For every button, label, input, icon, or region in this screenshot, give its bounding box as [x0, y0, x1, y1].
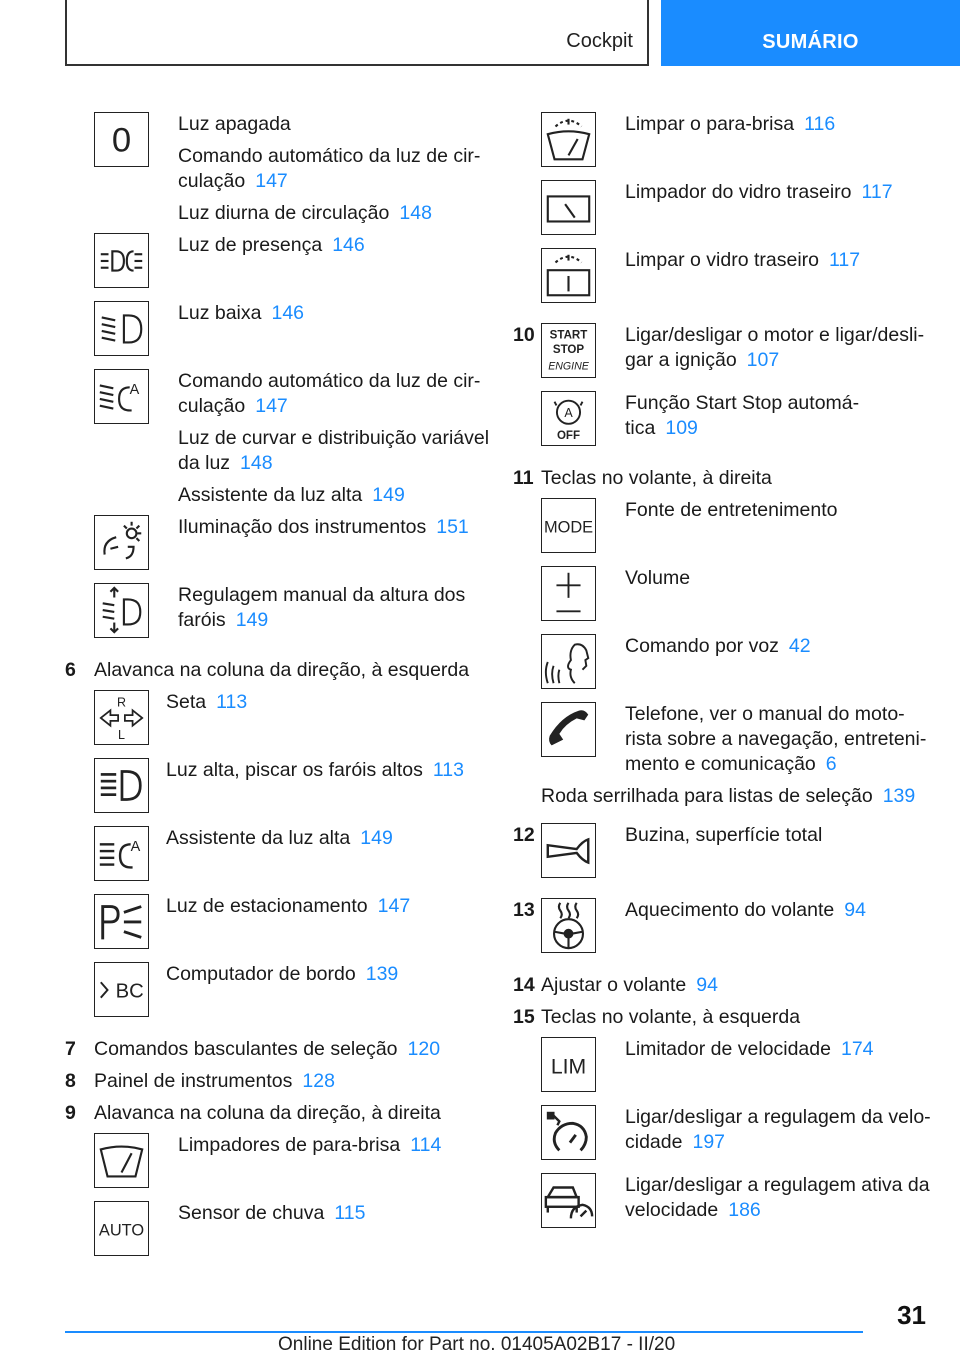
high-beam-assist-label: Assistente da luz alta 149 — [178, 484, 405, 506]
start-stop-label-cont: gar a ignição 107 — [625, 349, 780, 371]
steering-heating-label: Aquecimento do volante 94 — [625, 899, 866, 921]
light-off-icon — [94, 112, 149, 167]
parking-lamp-label: Luz de estacionamento 147 — [166, 895, 411, 917]
rear-wiper-label: Limpador do vidro traseiro 117 — [625, 181, 893, 203]
page-link[interactable]: 149 — [372, 484, 405, 506]
item-title: Teclas no volante, à direita — [541, 467, 772, 489]
item-number: 6 — [65, 659, 76, 681]
auto-start-stop-off-icon — [541, 391, 596, 446]
item-number: 9 — [65, 1102, 76, 1124]
low-beam-icon — [94, 301, 149, 356]
item-number: 10 — [513, 324, 535, 346]
item-number: 7 — [65, 1038, 76, 1060]
toc-button[interactable] — [661, 0, 960, 66]
item-number: 13 — [513, 899, 535, 921]
rear-washer-label: Limpar o vidro traseiro 117 — [625, 249, 861, 271]
page-link[interactable]: 120 — [407, 1038, 441, 1060]
cruise-control-label: Ligar/desligar a regulagem da velo- — [625, 1106, 931, 1128]
icon-label: LIM — [550, 1055, 587, 1079]
speed-limiter-label: Limitador de velocidade 174 — [625, 1038, 874, 1060]
instrument-cluster-label: Painel de instrumentos 128 — [94, 1070, 335, 1092]
turn-signal-icon — [94, 690, 149, 745]
windshield-wipers-icon — [94, 1133, 149, 1188]
auto-light-label-cont: culação 147 — [178, 170, 288, 192]
page-link[interactable]: 186 — [728, 1199, 761, 1221]
parking-light-label: Luz de presença 146 — [178, 234, 365, 256]
headlight-range-icon — [94, 583, 149, 638]
page-link[interactable]: 151 — [436, 516, 469, 538]
page-number: 31 — [897, 1300, 926, 1330]
page-link[interactable]: 139 — [365, 963, 399, 985]
item-title: Teclas no volante, à esquerda — [541, 1006, 801, 1028]
parking-light-icon — [94, 233, 149, 288]
page-link[interactable]: 146 — [271, 302, 305, 324]
auto-light-label: Comando automático da luz de cir- — [178, 145, 481, 167]
icon-label: START — [549, 329, 588, 342]
daytime-light-label: Luz diurna de circulação 148 — [178, 202, 432, 224]
page-link[interactable]: 197 — [692, 1131, 726, 1153]
section-title: Cockpit — [566, 30, 633, 52]
page-link[interactable]: 109 — [665, 417, 698, 439]
icon-label: R — [116, 695, 127, 710]
selection-rockers-label: Comandos basculantes de seleção 120 — [94, 1038, 441, 1060]
page-link[interactable]: 146 — [332, 234, 365, 256]
instrument-lighting-label: Iluminação dos instrumentos 151 — [178, 516, 469, 538]
item-number: 12 — [513, 824, 535, 846]
high-beam-assistant-icon — [94, 826, 149, 881]
high-beam-assistant-label: Assistente da luz alta 149 — [166, 827, 393, 849]
icon-label: ENGINE — [548, 360, 589, 373]
page-link[interactable]: 42 — [788, 635, 811, 657]
icon-label: MODE — [543, 518, 594, 537]
windshield-wipers-label: Limpadores de para-brisa 114 — [178, 1134, 442, 1156]
page-link[interactable]: 113 — [432, 759, 464, 781]
icon-label: BC — [115, 980, 144, 1003]
page-link[interactable]: 149 — [360, 827, 393, 849]
volume-icon — [541, 566, 596, 621]
active-cruise-icon — [541, 1173, 596, 1228]
page-link[interactable]: 147 — [255, 395, 288, 417]
high-beam-icon — [94, 758, 149, 813]
header-section-box — [65, 0, 649, 66]
horn-label: Buzina, superfície total — [625, 824, 823, 846]
phone-label-cont-2: mento e comunicação 6 — [625, 753, 837, 775]
volume-label: Volume — [625, 567, 691, 589]
page-link[interactable]: 148 — [240, 452, 273, 474]
rain-sensor-icon — [94, 1201, 149, 1256]
page-link[interactable]: 128 — [302, 1070, 335, 1092]
high-beam-label: Luz alta, piscar os faróis altos 113 — [166, 759, 464, 781]
cruise-control-icon — [541, 1105, 596, 1160]
item-number: 14 — [513, 974, 535, 996]
turn-signal-label: Seta 113 — [166, 691, 248, 713]
auto-light-label-2-cont: culação 147 — [178, 395, 288, 417]
windshield-washer-label: Limpar o para-brisa 116 — [625, 113, 836, 135]
thumbwheel-label: Roda serrilhada para listas de seleção 139 — [541, 785, 916, 807]
adjust-steering-label: Ajustar o volante 94 — [541, 974, 718, 996]
icon-label: 0 — [111, 121, 132, 160]
rear-washer-icon — [541, 248, 596, 303]
phone-label: Telefone, ver o manual do moto- — [625, 703, 905, 725]
auto-start-stop-label-cont: tica 109 — [625, 417, 698, 439]
page-link[interactable]: 94 — [696, 974, 718, 996]
item-title: Alavanca na coluna da direção, à esquerda — [94, 659, 470, 681]
page-link[interactable]: 147 — [255, 170, 288, 192]
icon-label: A — [564, 406, 573, 421]
parking-lamp-icon — [94, 894, 149, 949]
windshield-washer-icon — [541, 112, 596, 167]
active-cruise-label: Ligar/desligar a regulagem ativa da — [625, 1174, 930, 1196]
item-number: 8 — [65, 1070, 76, 1092]
start-stop-label: Ligar/desligar o motor e ligar/desli- — [625, 324, 925, 346]
page-link[interactable]: 114 — [410, 1134, 442, 1156]
toc-button-label: SUMÁRIO — [762, 31, 859, 53]
auto-start-stop-label: Função Start Stop automá- — [625, 392, 860, 414]
onboard-computer-icon — [94, 962, 149, 1017]
horn-icon — [541, 823, 596, 878]
headlight-range-label-cont: faróis 149 — [178, 609, 269, 631]
icon-label: A — [129, 382, 140, 399]
mode-icon — [541, 498, 596, 553]
entertainment-source-label: Fonte de entretenimento — [625, 499, 838, 521]
auto-light-label-2: Comando automático da luz de cir- — [178, 370, 481, 392]
rear-wiper-icon — [541, 180, 596, 235]
light-off-label: Luz apagada — [178, 113, 291, 135]
page-link[interactable]: 116 — [804, 113, 836, 135]
icon-label: AUTO — [98, 1221, 145, 1240]
page-link[interactable]: 139 — [882, 785, 916, 807]
right-stalk-title: Alavanca na coluna da direção, à direita — [94, 1102, 441, 1124]
edition-footer: Online Edition for Part no. 01405A02B17 - II/20 — [278, 1334, 676, 1355]
speed-limiter-icon — [541, 1037, 596, 1092]
icon-label: STOP — [552, 343, 585, 356]
active-cruise-label-cont: velocidade 186 — [625, 1199, 761, 1221]
voice-command-label: Comando por voz 42 — [625, 635, 811, 657]
page-link[interactable]: 6 — [825, 753, 837, 775]
cruise-control-label-cont: cidade 197 — [625, 1131, 726, 1153]
page-link[interactable]: 113 — [216, 691, 248, 713]
phone-label-cont: rista sobre a navegação, entreteni- — [625, 728, 927, 750]
headlight-range-label: Regulagem manual da altura dos — [178, 584, 466, 606]
onboard-computer-label: Computador de bordo 139 — [166, 963, 399, 985]
page-link[interactable]: 94 — [844, 899, 866, 921]
low-beam-label: Luz baixa 146 — [178, 302, 305, 324]
voice-command-icon — [541, 634, 596, 689]
steering-heating-icon — [541, 898, 596, 953]
icon-label: OFF — [556, 430, 581, 443]
page-link[interactable]: 115 — [334, 1202, 366, 1224]
start-stop-icon — [541, 323, 596, 378]
page-link[interactable]: 147 — [377, 895, 411, 917]
rain-sensor-label: Sensor de chuva 115 — [178, 1202, 366, 1224]
page-link[interactable]: 107 — [746, 349, 780, 371]
page-link[interactable]: 174 — [840, 1038, 874, 1060]
item-number: 11 — [513, 467, 534, 489]
page-link[interactable]: 117 — [829, 249, 861, 271]
item-number: 15 — [513, 1006, 535, 1028]
page-link[interactable]: 117 — [861, 181, 893, 203]
auto-light-icon — [94, 369, 149, 424]
page-link[interactable]: 148 — [399, 202, 432, 224]
footer-divider — [65, 1331, 863, 1333]
curve-light-label: Luz de curvar e distribuição variável — [178, 427, 490, 449]
icon-label: L — [118, 728, 125, 743]
page-link[interactable]: 149 — [235, 609, 269, 631]
icon-label: A — [130, 839, 141, 856]
instrument-lighting-icon — [94, 515, 149, 570]
curve-light-label-cont: da luz 148 — [178, 452, 273, 474]
phone-icon — [541, 702, 596, 757]
